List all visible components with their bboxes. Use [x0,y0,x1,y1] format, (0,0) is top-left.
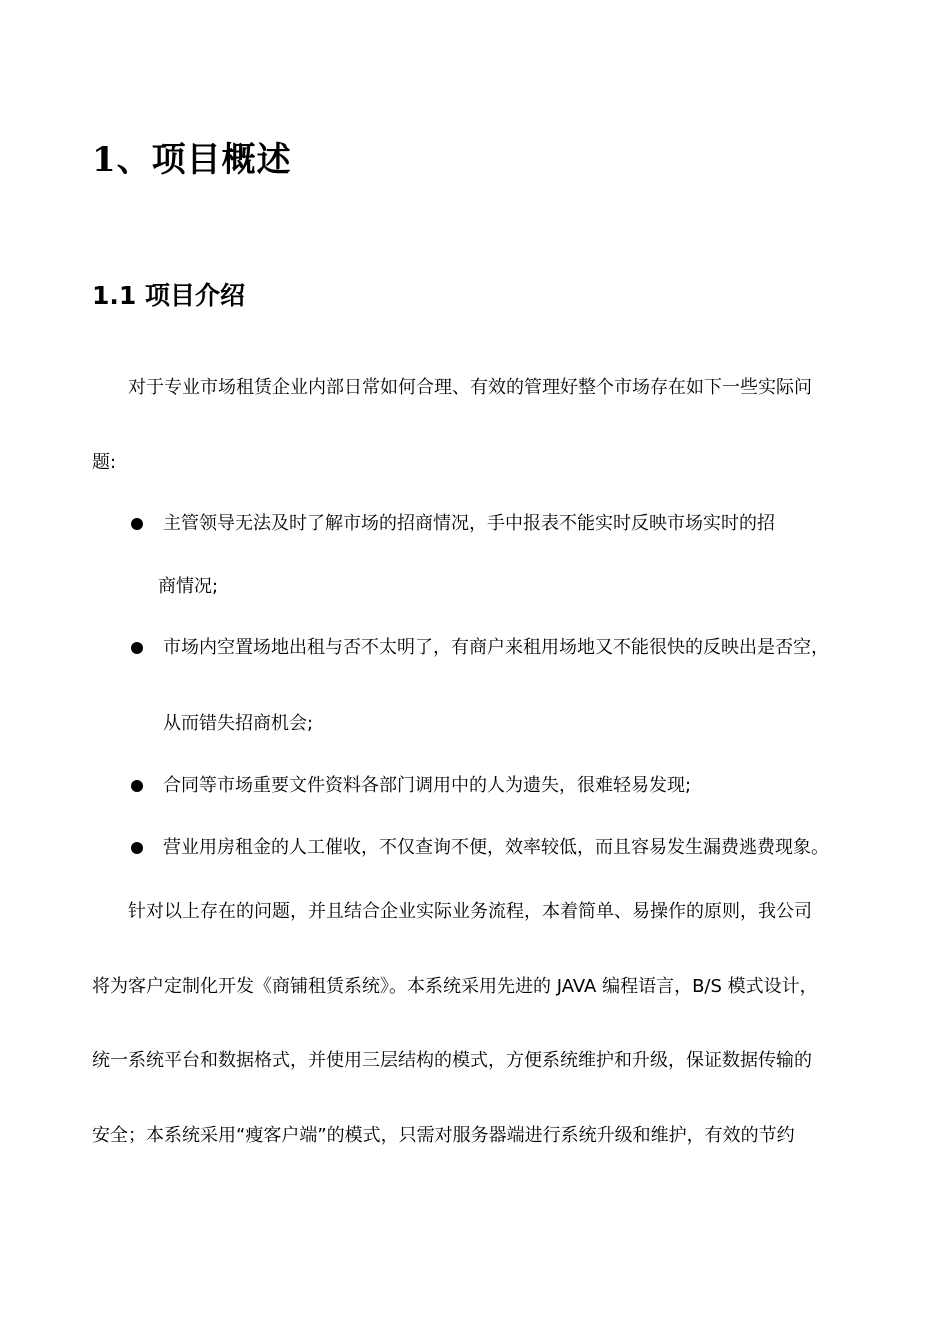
summary-line-1: 针对以上存在的问题，并且结合企业实际业务流程，本着简单、易操作的原则，我公司 [128,901,812,922]
bullet-1-line-1: 主管领导无法及时了解市场的招商情况，手中报表不能实时反映市场实时的招 [163,513,775,534]
summary-line-3: 统一系统平台和数据格式，并使用三层结构的模式，方便系统维护和升级，保证数据传输的 [92,1050,812,1071]
bullet-dot-icon [131,518,143,530]
bullet-2-line-1: 市场内空置场地出租与否不太明了，有商户来租用场地又不能很快的反映出是否空， [163,637,829,658]
bullet-2-line-2: 从而错失招商机会; [163,713,314,734]
section-heading: 1、项目概述 [92,140,292,180]
bullet-dot-icon [131,842,143,854]
bullet-dot-icon [131,780,143,792]
summary-line-2: 将为客户定制化开发《商铺租赁系统》。本系统采用先进的 JAVA 编程语言，B/S 模式设计， [92,976,818,997]
subsection-heading: 1.1 项目介绍 [92,281,245,310]
summary-line-4: 安全；本系统采用“瘦客户端”的模式，只需对服务器端进行系统升级和维护，有效的节约 [92,1125,795,1146]
bullet-3-line-1: 合同等市场重要文件资料各部门调用中的人为遗失，很难轻易发现; [163,775,692,796]
bullet-4-line-1: 营业用房租金的人工催收，不仅查询不便，效率较低，而且容易发生漏费逃费现象。 [163,837,829,858]
intro-line-1: 对于专业市场租赁企业内部日常如何合理、有效的管理好整个市场存在如下一些实际问 [128,377,812,398]
intro-line-2: 题: [92,452,117,473]
bullet-1-line-2: 商情况; [158,576,219,597]
bullet-dot-icon [131,642,143,654]
